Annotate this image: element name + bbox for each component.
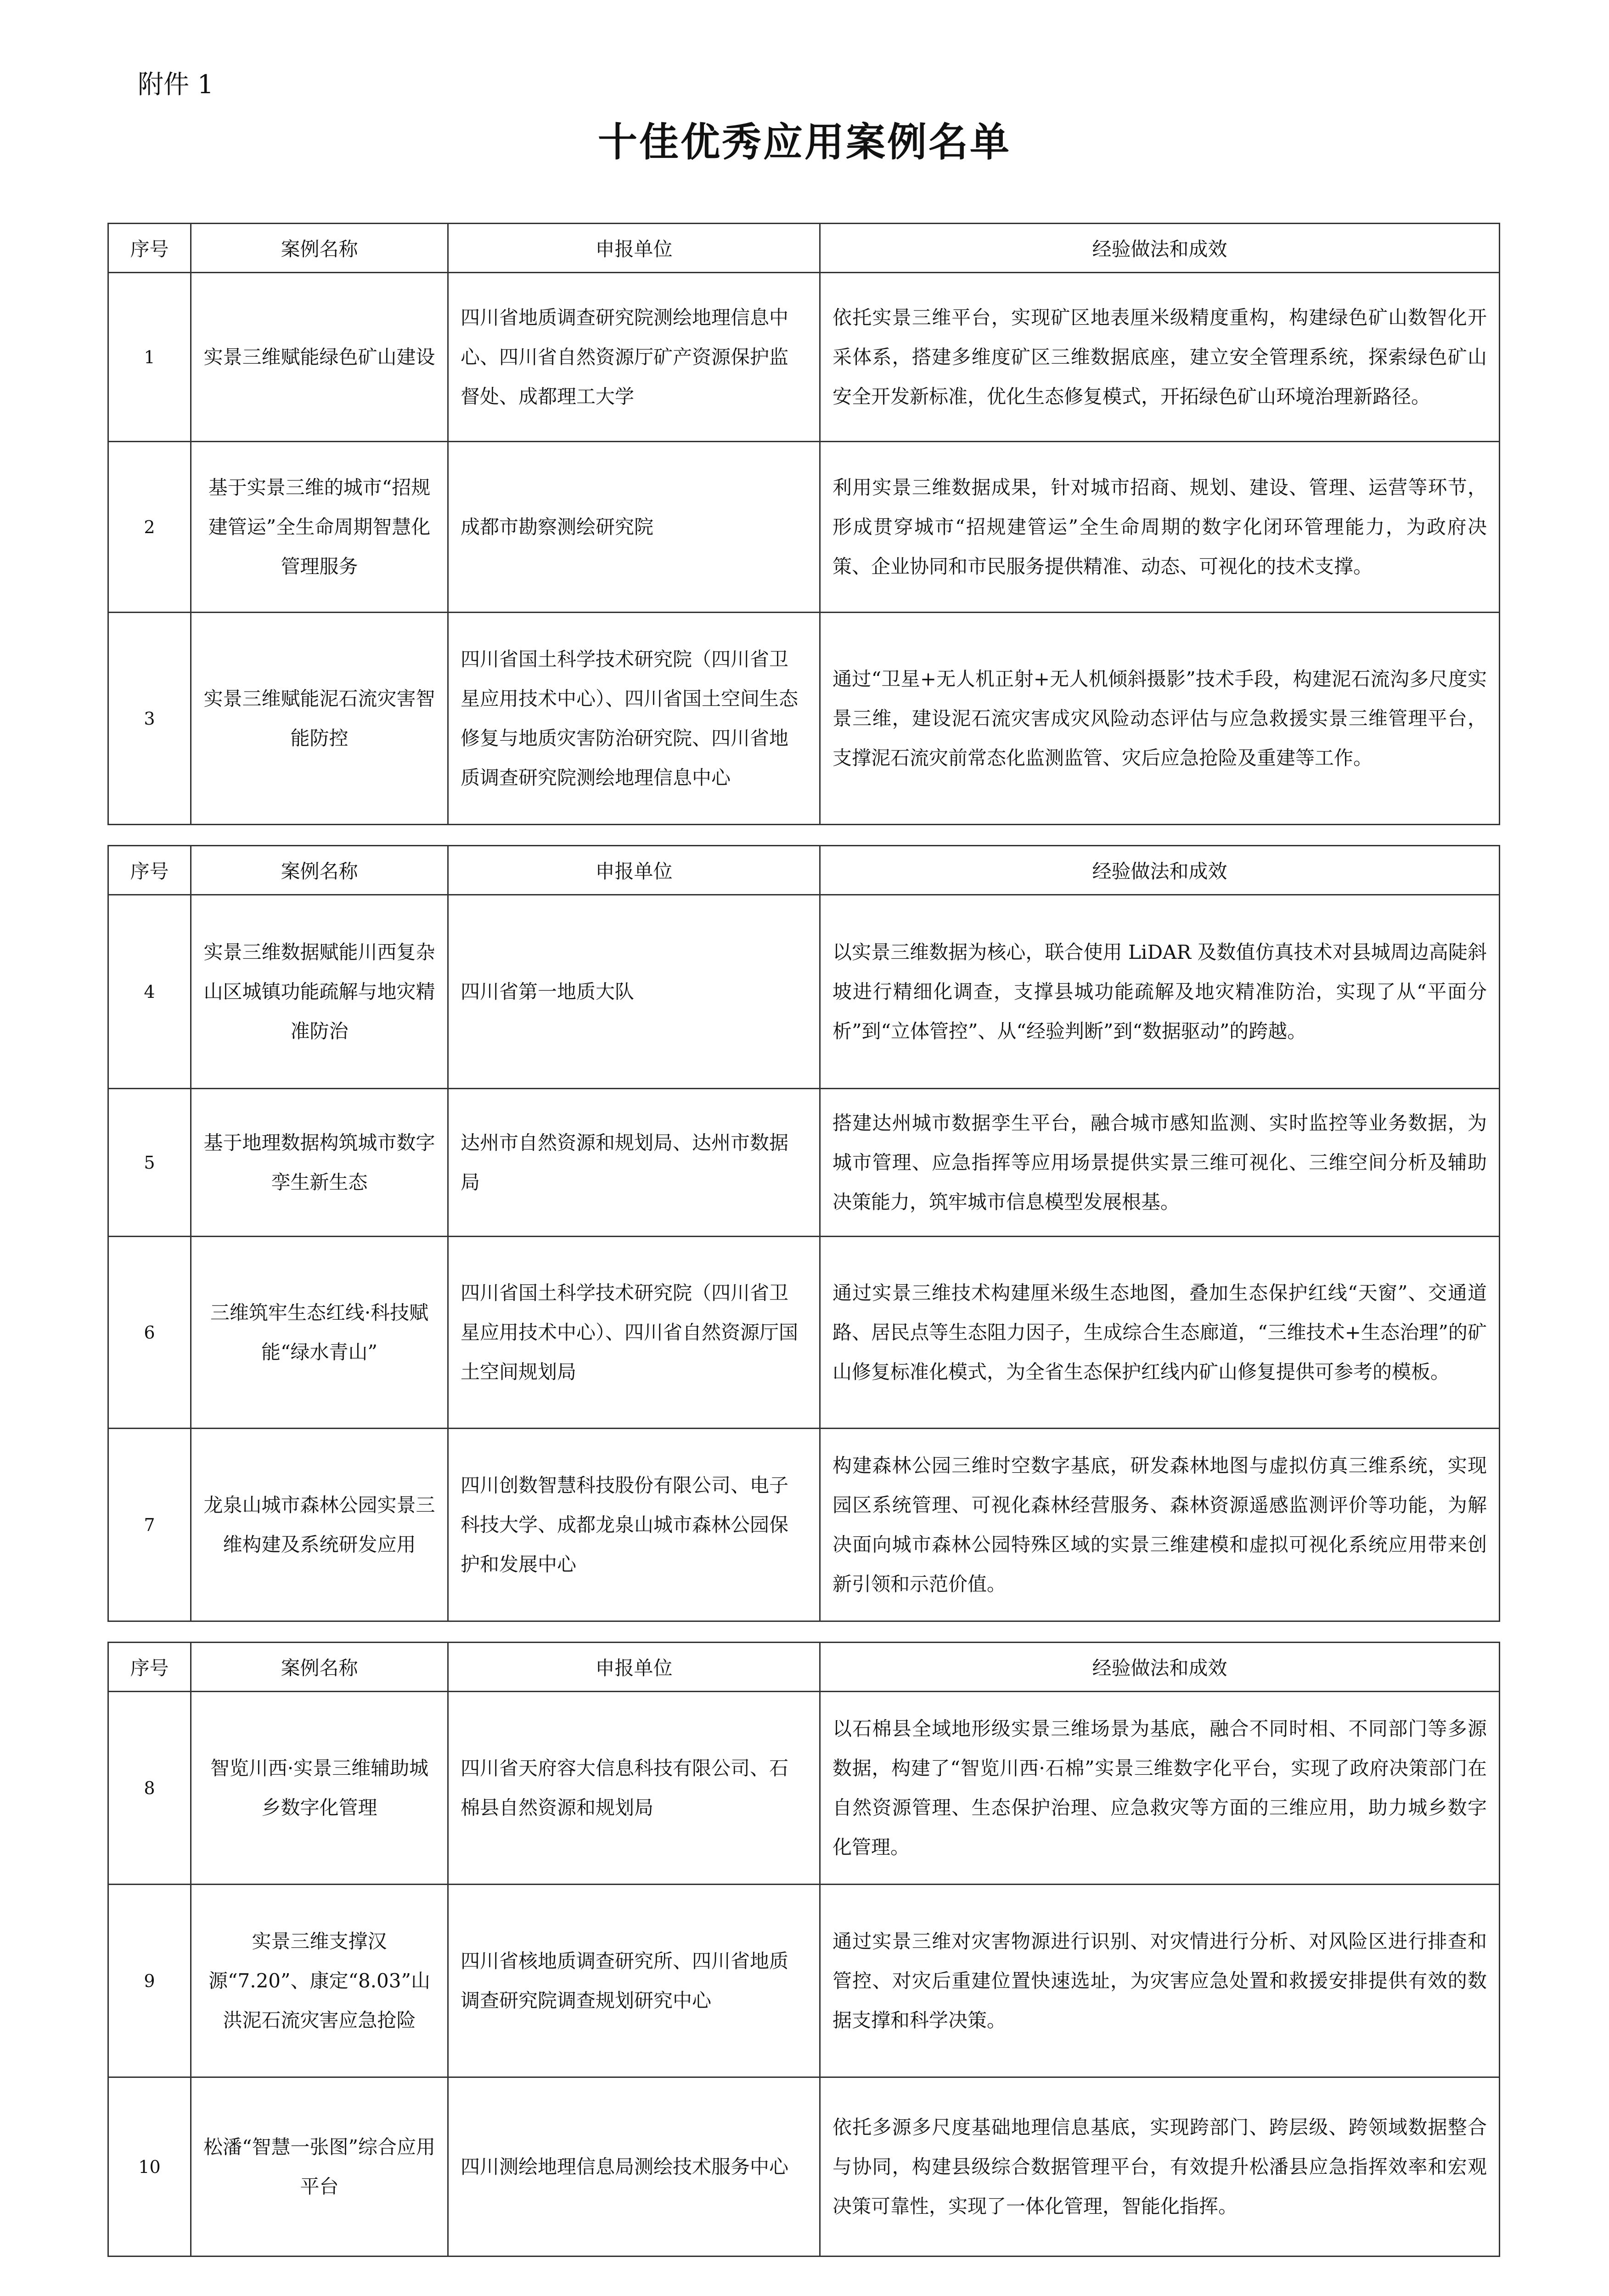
table-row [108,442,1500,613]
table-row [108,2077,1500,2257]
case-name: 实景三维赋能泥石流灾害智能防控 [191,613,448,825]
case-unit: 达州市自然资源和规划局、达州市数据局 [448,1089,820,1237]
header-num: 序号 [108,224,191,273]
case-num: 10 [108,2077,191,2257]
header-effect: 经验做法和成效 [820,1643,1500,1692]
case-effect: 以石棉县全域地形级实景三维场景为基底，融合不同时相、不同部门等多源数据，构建了“智览川西·石棉”实景三维数字化平台，实现了政府决策部门在自然资源管理、生态保护治理、应急救灾等方面的三维应用，助力城乡数字化管理。 [820,1692,1500,1885]
case-unit: 四川省国土科学技术研究院（四川省卫星应用技术中心）、四川省自然资源厅国土空间规划局 [448,1237,820,1429]
case-name: 基于地理数据构筑城市数字孪生新生态 [191,1089,448,1237]
case-unit: 四川省地质调查研究院测绘地理信息中心、四川省自然资源厅矿产资源保护监督处、成都理工大学 [448,273,820,442]
page-title: 十佳优秀应用案例名单 [598,119,1011,165]
case-name: 松潘“智慧一张图”综合应用平台 [191,2077,448,2257]
case-unit: 四川省天府容大信息科技有限公司、石棉县自然资源和规划局 [448,1692,820,1885]
case-num: 6 [108,1237,191,1429]
header-unit: 申报单位 [448,846,820,895]
case-name: 基于实景三维的城市“招规建管运”全生命周期智慧化管理服务 [191,442,448,613]
case-name: 实景三维赋能绿色矿山建设 [191,273,448,442]
header-num: 序号 [108,846,191,895]
table-row [108,1089,1500,1237]
table-row [108,1885,1500,2077]
table-header-row [108,1643,1500,1692]
case-num: 2 [108,442,191,613]
case-unit: 四川省第一地质大队 [448,895,820,1089]
case-num: 5 [108,1089,191,1237]
table-row [108,1692,1500,1885]
case-effect: 搭建达州城市数据孪生平台，融合城市感知监测、实时监控等业务数据，为城市管理、应急指挥等应用场景提供实景三维可视化、三维空间分析及辅助决策能力，筑牢城市信息模型发展根基。 [820,1089,1500,1237]
table-row [108,273,1500,442]
case-table-2 [107,845,1500,1622]
case-num: 8 [108,1692,191,1885]
header-name: 案例名称 [191,1643,448,1692]
attachment-label: 附件 1 [138,70,214,100]
table-row [108,895,1500,1089]
table-header-row [108,224,1500,273]
table-row [108,1429,1500,1621]
case-effect: 通过“卫星+无人机正射+无人机倾斜摄影”技术手段，构建泥石流沟多尺度实景三维，建设泥石流灾害成灾风险动态评估与应急救援实景三维管理平台，支撑泥石流灾前常态化监测监管、灾后应急抢险及重建等工作。 [820,613,1500,825]
header-unit: 申报单位 [448,1643,820,1692]
case-name: 实景三维支撑汉源“7.20”、康定“8.03”山洪泥石流灾害应急抢险 [191,1885,448,2077]
case-num: 9 [108,1885,191,2077]
case-name: 智览川西·实景三维辅助城乡数字化管理 [191,1692,448,1885]
case-name: 龙泉山城市森林公园实景三维构建及系统研发应用 [191,1429,448,1621]
case-effect: 利用实景三维数据成果，针对城市招商、规划、建设、管理、运营等环节，形成贯穿城市“招规建管运”全生命周期的数字化闭环管理能力，为政府决策、企业协同和市民服务提供精准、动态、可视化的技术支撑。 [820,442,1500,613]
case-effect: 以实景三维数据为核心，联合使用 LiDAR 及数值仿真技术对县城周边高陡斜坡进行精细化调查，支撑县城功能疏解及地灾精准防治，实现了从“平面分析”到“立体管控”、从“经验判断”到“数据驱动”的跨越。 [820,895,1500,1089]
case-unit: 成都市勘察测绘研究院 [448,442,820,613]
case-num: 1 [108,273,191,442]
case-unit: 四川省国土科学技术研究院（四川省卫星应用技术中心）、四川省国土空间生态修复与地质灾害防治研究院、四川省地质调查研究院测绘地理信息中心 [448,613,820,825]
case-unit: 四川省核地质调查研究所、四川省地质调查研究院调查规划研究中心 [448,1885,820,2077]
header-name: 案例名称 [191,224,448,273]
header-unit: 申报单位 [448,224,820,273]
table-header-row [108,846,1500,895]
case-unit: 四川测绘地理信息局测绘技术服务中心 [448,2077,820,2257]
case-name: 实景三维数据赋能川西复杂山区城镇功能疏解与地灾精准防治 [191,895,448,1089]
case-unit: 四川创数智慧科技股份有限公司、电子科技大学、成都龙泉山城市森林公园保护和发展中心 [448,1429,820,1621]
case-effect: 通过实景三维技术构建厘米级生态地图，叠加生态保护红线“天窗”、交通道路、居民点等生态阻力因子，生成综合生态廊道，“三维技术+生态治理”的矿山修复标准化模式，为全省生态保护红线内矿山修复提供可参考的模板。 [820,1237,1500,1429]
header-effect: 经验做法和成效 [820,224,1500,273]
case-name: 三维筑牢生态红线·科技赋能“绿水青山” [191,1237,448,1429]
case-effect: 依托多源多尺度基础地理信息基底，实现跨部门、跨层级、跨领域数据整合与协同，构建县级综合数据管理平台，有效提升松潘县应急指挥效率和宏观决策可靠性，实现了一体化管理，智能化指挥。 [820,2077,1500,2257]
case-effect: 依托实景三维平台，实现矿区地表厘米级精度重构，构建绿色矿山数智化开采体系，搭建多维度矿区三维数据底座，建立安全管理系统，探索绿色矿山安全开发新标准，优化生态修复模式，开拓绿色矿山环境治理新路径。 [820,273,1500,442]
header-effect: 经验做法和成效 [820,846,1500,895]
table-row [108,613,1500,825]
header-num: 序号 [108,1643,191,1692]
case-table-3 [107,1642,1500,2257]
case-table-1 [107,223,1500,825]
case-num: 3 [108,613,191,825]
case-effect: 构建森林公园三维时空数字基底，研发森林地图与虚拟仿真三维系统，实现园区系统管理、可视化森林经营服务、森林资源遥感监测评价等功能，为解决面向城市森林公园特殊区域的实景三维建模和虚拟可视化系统应用带来创新引领和示范价值。 [820,1429,1500,1621]
header-name: 案例名称 [191,846,448,895]
case-num: 7 [108,1429,191,1621]
table-row [108,1237,1500,1429]
case-num: 4 [108,895,191,1089]
case-effect: 通过实景三维对灾害物源进行识别、对灾情进行分析、对风险区进行排查和管控、对灾后重建位置快速选址，为灾害应急处置和救援安排提供有效的数据支撑和科学决策。 [820,1885,1500,2077]
